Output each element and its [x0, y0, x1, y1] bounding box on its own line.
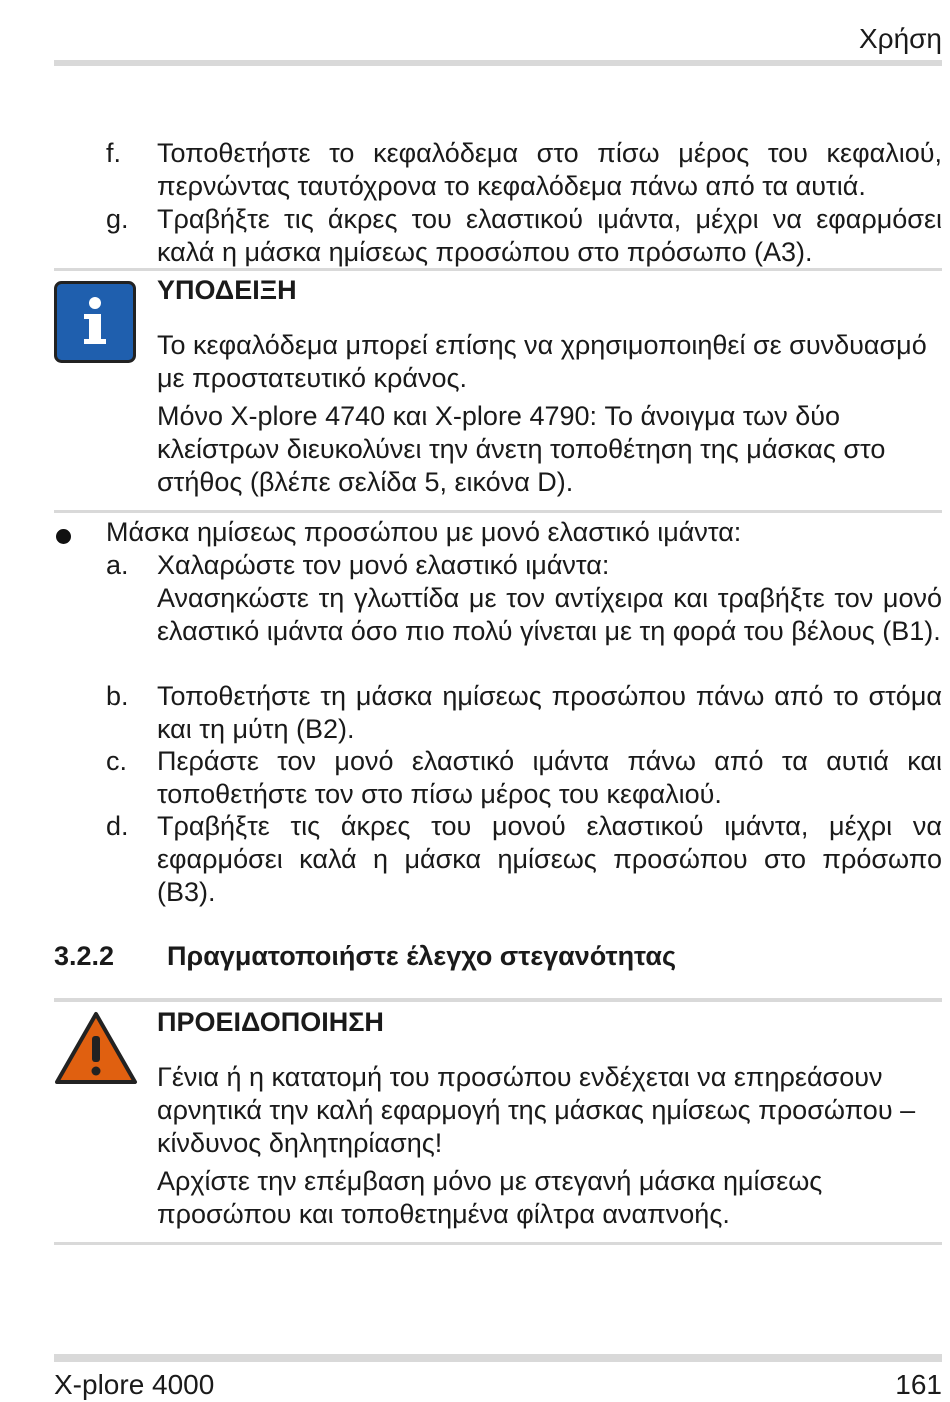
header-section-title: Χρήση — [858, 23, 942, 54]
list-marker: g. — [106, 204, 129, 234]
note-paragraph-1: Το κεφαλόδεμα μπορεί επίσης να χρησιμοποιηθεί σε συνδυασμό με προστατευτικό κράνος. — [157, 330, 927, 393]
list-item-text: Χαλαρώστε τον μονό ελαστικό ιμάντα: — [157, 550, 610, 580]
list-item-text: Τραβήξτε τις άκρες του μονού ελαστικού ιμάντα, μέχρι να εφαρμόσει καλά η μάσκα ημίσεως προσώπου στο πρόσωπο (B3). — [157, 811, 942, 907]
list-item-text: Τραβήξτε τις άκρες του ελαστικού ιμάντα, μέχρι να εφαρμόσει καλά η μάσκα ημίσεως προσώπου στο πρόσωπο (A3). — [157, 204, 942, 267]
info-icon — [54, 281, 136, 363]
warning-paragraph-2: Αρχίστε την επέμβαση μόνο με στεγανή μάσκα ημίσεως προσώπου και τοποθετημένα φίλτρα αναπνοής. — [157, 1166, 823, 1229]
bullet-text: Μάσκα ημίσεως προσώπου με μονό ελαστικό ιμάντα: — [106, 517, 742, 547]
list-item-text: Τοποθετήστε τη μάσκα ημίσεως προσώπου πάνω από το στόμα και τη μύτη (B2). — [157, 681, 942, 744]
list-marker: f. — [106, 138, 122, 168]
list-item-a-subtext: Ανασηκώστε τη γλωττίδα με τον αντίχειρα και τραβήξτε τον μονό ελαστικό ιμάντα όσο πιο πολύ γίνεται με τη φορά του βέλους (B1). — [157, 583, 942, 646]
list-marker: d. — [106, 811, 129, 841]
footer-page-number: 161 — [895, 1369, 942, 1400]
footer-product: X-plore 4000 — [54, 1369, 215, 1400]
bullet-dot — [56, 529, 71, 544]
list-marker: b. — [106, 681, 129, 711]
header-rule — [54, 60, 942, 66]
warning-title: ΠΡΟΕΙΔΟΠΟΙΗΣΗ — [157, 1007, 384, 1037]
list-marker: a. — [106, 550, 129, 580]
note-title: ΥΠΟΔΕΙΞΗ — [157, 275, 297, 305]
warning-top-rule — [54, 998, 942, 1002]
note-bottom-rule — [54, 510, 942, 513]
section-number: 3.2.2 — [54, 941, 115, 971]
footer-rule — [54, 1354, 942, 1362]
warning-paragraph-1: Γένια ή η κατατομή του προσώπου ενδέχεται να επηρεάσουν αρνητικά την καλή εφαρμογή της μάσκας ημίσεως προσώπου – κίνδυνος δηλητηρίασης! — [157, 1062, 916, 1158]
note-top-rule — [54, 268, 942, 271]
note-paragraph-2: Μόνο X-plore 4740 και X-plore 4790: Το άνοιγμα των δύο κλείστρων διευκολύνει την άνετη τοποθέτηση της μάσκας στο στήθος (βλέπε σελίδα 5, εικόνα D). — [157, 401, 886, 497]
warning-icon — [54, 1010, 138, 1086]
list-item-text: Περάστε τον μονό ελαστικό ιμάντα πάνω από τα αυτιά και τοποθετήστε τον στο πίσω μέρος του κεφαλιού. — [157, 746, 942, 809]
section-title: Πραγματοποιήστε έλεγχο στεγανότητας — [167, 941, 676, 971]
list-marker: c. — [106, 746, 128, 776]
warning-bottom-rule — [54, 1242, 942, 1245]
list-item-text: Τοποθετήστε το κεφαλόδεμα στο πίσω μέρος του κεφαλιού, περνώντας ταυτόχρονα το κεφαλόδεμα πάνω από τα αυτιά. — [157, 138, 942, 201]
